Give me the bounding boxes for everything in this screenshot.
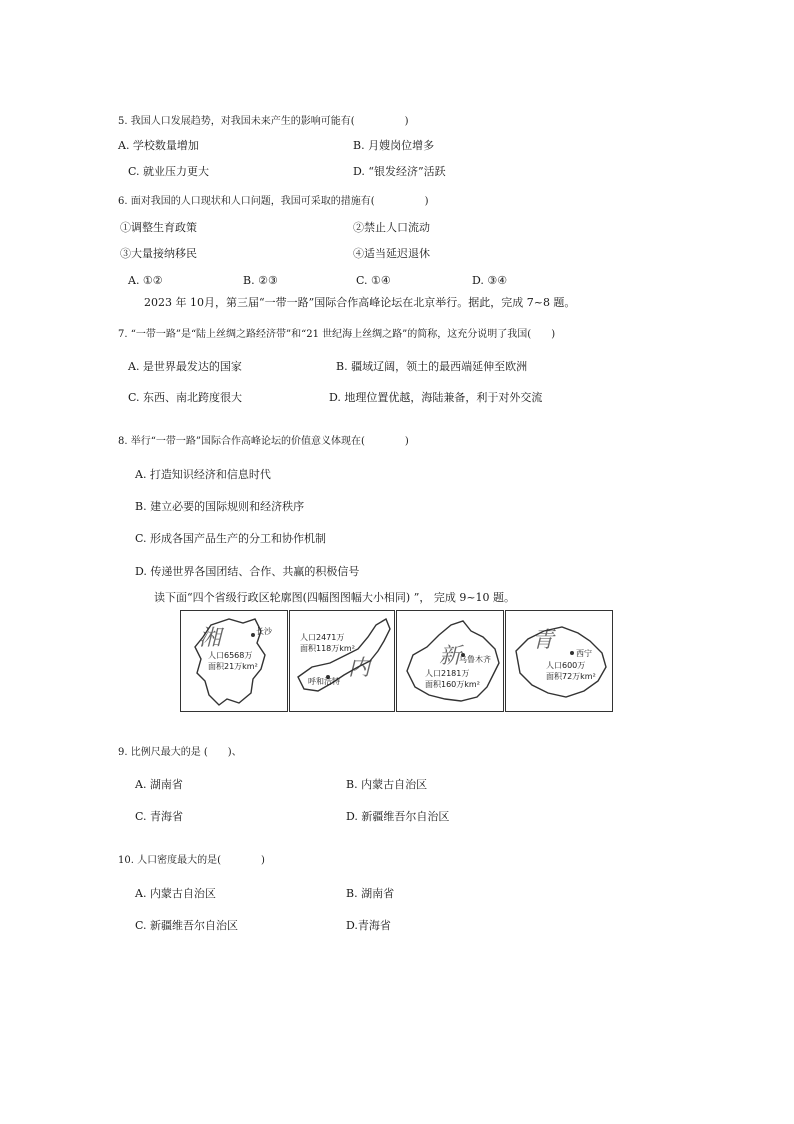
q6-item-2: ②禁止人口流动 [353,221,430,234]
q9-stem: 9. 比例尺最大的是 ( )、 [118,747,242,758]
map-hunan [180,610,288,712]
q10-option-c[interactable]: C. 新疆维吾尔自治区 [135,919,239,932]
q6-item-4: ④适当延迟退休 [353,247,430,260]
intro-9-10: 读下面“四个省级行政区轮廓图(四幅图图幅大小相同) ”， 完成 9~10 题。 [154,591,516,604]
qinghai-population: 人口600万 [546,661,586,670]
q6-item-1: ①调整生育政策 [120,221,197,234]
q10-stem: 10. 人口密度最大的是( ) [118,855,265,866]
q8-option-b[interactable]: B. 建立必要的国际规则和经济秩序 [135,500,305,513]
q6-item-3: ③大量接纳移民 [120,247,197,260]
q5-option-b[interactable]: B. 月嫂岗位增多 [353,139,435,152]
q6-stem: 6. 面对我国的人口现状和人口问题，我国可采取的措施有( ) [118,196,429,207]
q9-option-a[interactable]: A. 湖南省 [135,778,183,791]
q10-option-d[interactable]: D.青海省 [346,919,391,932]
neimenggu-population: 人口2471万 [300,633,345,642]
map-neimenggu [289,610,395,712]
q5-stem: 5. 我国人口发展趋势，对我国未来产生的影响可能有( ) [118,116,409,127]
q9-option-d[interactable]: D. 新疆维吾尔自治区 [346,810,450,823]
q9-option-c[interactable]: C. 青海省 [135,810,184,823]
hunan-city-label: 长沙 [256,627,272,636]
neimenggu-area: 面积118万km² [300,644,355,653]
q8-option-c[interactable]: C. 形成各国产品生产的分工和协作机制 [135,532,327,545]
q9-option-b[interactable]: B. 内蒙古自治区 [346,778,428,791]
map-xinjiang [396,610,504,712]
q6-option-b[interactable]: B. ②③ [243,274,278,287]
q8-option-d[interactable]: D. 传递世界各国团结、合作、共赢的积极信号 [135,565,360,578]
intro-7-8: 2023 年 10月，第三届“一带一路”国际合作高峰论坛在北京举行。据此，完成 7~8 题。 [144,296,576,309]
xinjiang-population: 人口2181万 [425,669,470,678]
xinjiang-city-label: 乌鲁木齐 [459,655,491,664]
q6-option-d[interactable]: D. ③④ [472,274,508,287]
xinjiang-handwriting: 新 [439,644,462,669]
xinjiang-area: 面积160万km² [425,680,480,689]
q8-stem: 8. 举行“一带一路”国际合作高峰论坛的价值意义体现在( ) [118,436,409,447]
qinghai-area: 面积72万km² [546,672,596,681]
q7-option-b[interactable]: B. 疆域辽阔，领土的最西端延伸至欧洲 [336,360,528,373]
q7-option-a[interactable]: A. 是世界最发达的国家 [128,360,242,373]
q7-stem: 7. “一带一路”是“陆上丝绸之路经济带”和“21 世纪海上丝绸之路”的简称，这充分说明了我国( ) [118,329,556,340]
q5-option-a[interactable]: A. 学校数量增加 [118,139,199,152]
hunan-handwriting: 湘 [199,626,222,651]
q5-option-d[interactable]: D. “银发经济”活跃 [353,165,446,178]
q6-option-c[interactable]: C. ①④ [356,274,391,287]
qinghai-handwriting: 青 [532,628,555,653]
q7-option-d[interactable]: D. 地理位置优越，海陆兼备，利于对外交流 [329,391,543,404]
q10-option-a[interactable]: A. 内蒙古自治区 [135,887,216,900]
hunan-area: 面积21万km² [208,662,258,671]
neimenggu-outline-shape [290,611,396,713]
q8-option-a[interactable]: A. 打造知识经济和信息时代 [135,468,271,481]
q10-option-b[interactable]: B. 湖南省 [346,887,395,900]
neimenggu-handwriting: 内 [348,656,371,681]
q7-option-c[interactable]: C. 东西、南北跨度很大 [128,391,243,404]
neimenggu-city-label: 呼和浩特 [308,677,340,686]
qinghai-city-label: 西宁 [576,649,592,658]
q5-option-c[interactable]: C. 就业压力更大 [128,165,210,178]
hunan-population: 人口6568万 [208,651,253,660]
map-qinghai [505,610,613,712]
q6-option-a[interactable]: A. ①② [128,274,163,287]
